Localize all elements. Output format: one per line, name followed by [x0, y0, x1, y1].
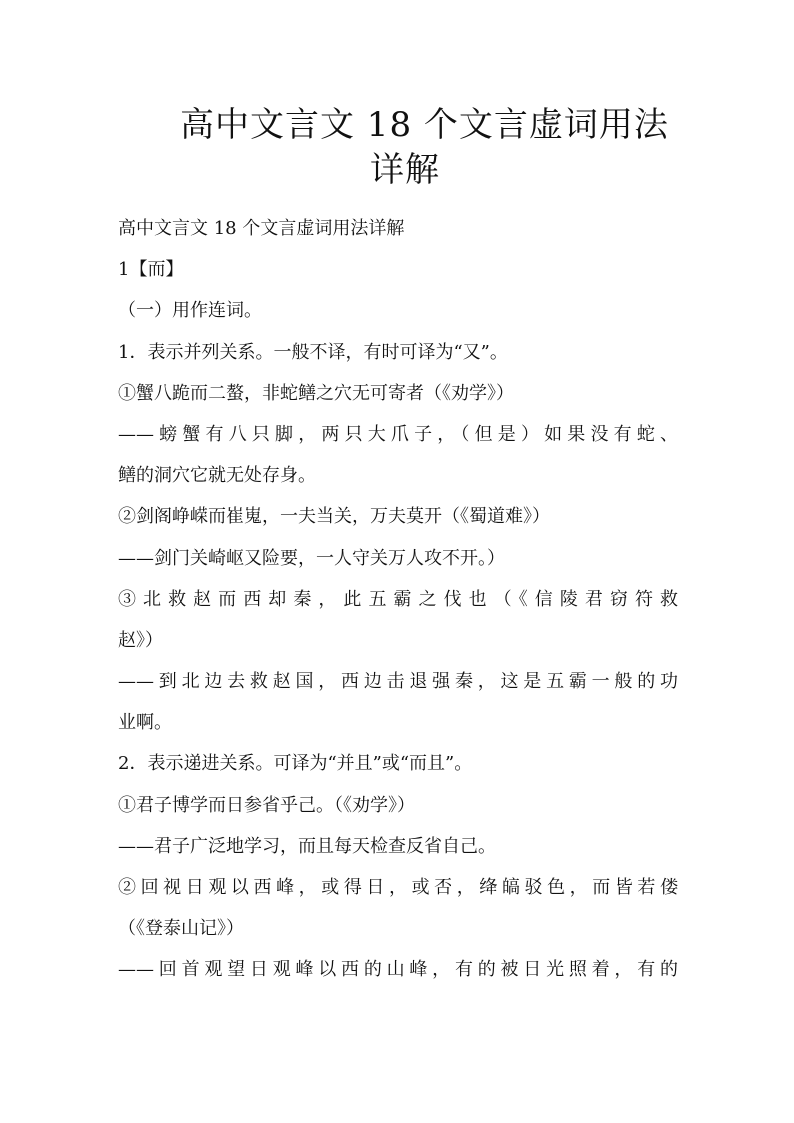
body-line: ——回首观望日观峰以西的山峰，有的被日光照着，有的	[118, 959, 678, 981]
body-line: ——到北边去救赵国，西边击退强秦，这是五霸一般的功	[118, 671, 678, 693]
body-line: ——剑门关崎岖又险要，一人守关万人攻不开。）	[118, 547, 505, 569]
body-line: 鳝的洞穴它就无处存身。	[118, 465, 316, 487]
document-body	[118, 208, 678, 991]
body-line: 业啊。	[118, 712, 172, 734]
body-line: 赵》）	[118, 629, 163, 651]
body-line: 高中文言文 18 个文言虚词用法详解	[118, 218, 405, 239]
document-title-line1: 高中文言文 18 个文言虚词用法	[180, 105, 669, 145]
body-line: 1【而】	[118, 259, 184, 281]
body-line: ②剑阁峥嵘而崔嵬，一夫当关，万夫莫开（《蜀道难》）	[118, 506, 550, 528]
body-line: ③北救赵而西却秦，此五霸之伐也（《信陵君窃符救	[118, 588, 678, 610]
body-line: （《登泰山记》）	[118, 918, 244, 940]
body-line: ——螃蟹有八只脚，两只大爪子，（但是）如果没有蛇、	[118, 423, 678, 445]
body-line: ①君子博学而日参省乎己。（《劝学》）	[118, 794, 415, 816]
body-line: （一）用作连词。	[118, 300, 262, 322]
body-line: ①蟹八跪而二螯，非蛇鳝之穴无可寄者（《劝学》）	[118, 382, 514, 404]
body-line: ——君子广泛地学习，而且每天检查反省自己。	[118, 835, 496, 857]
body-line: 1．表示并列关系。一般不译，有时可译为“又”。	[118, 341, 508, 363]
body-line: ②回视日观以西峰，或得日，或否，绛皜驳色，而皆若偻	[118, 877, 678, 898]
body-line: 2．表示递进关系。可译为“并且”或“而且”。	[118, 753, 473, 775]
document-title-line2: 详解	[370, 150, 440, 190]
